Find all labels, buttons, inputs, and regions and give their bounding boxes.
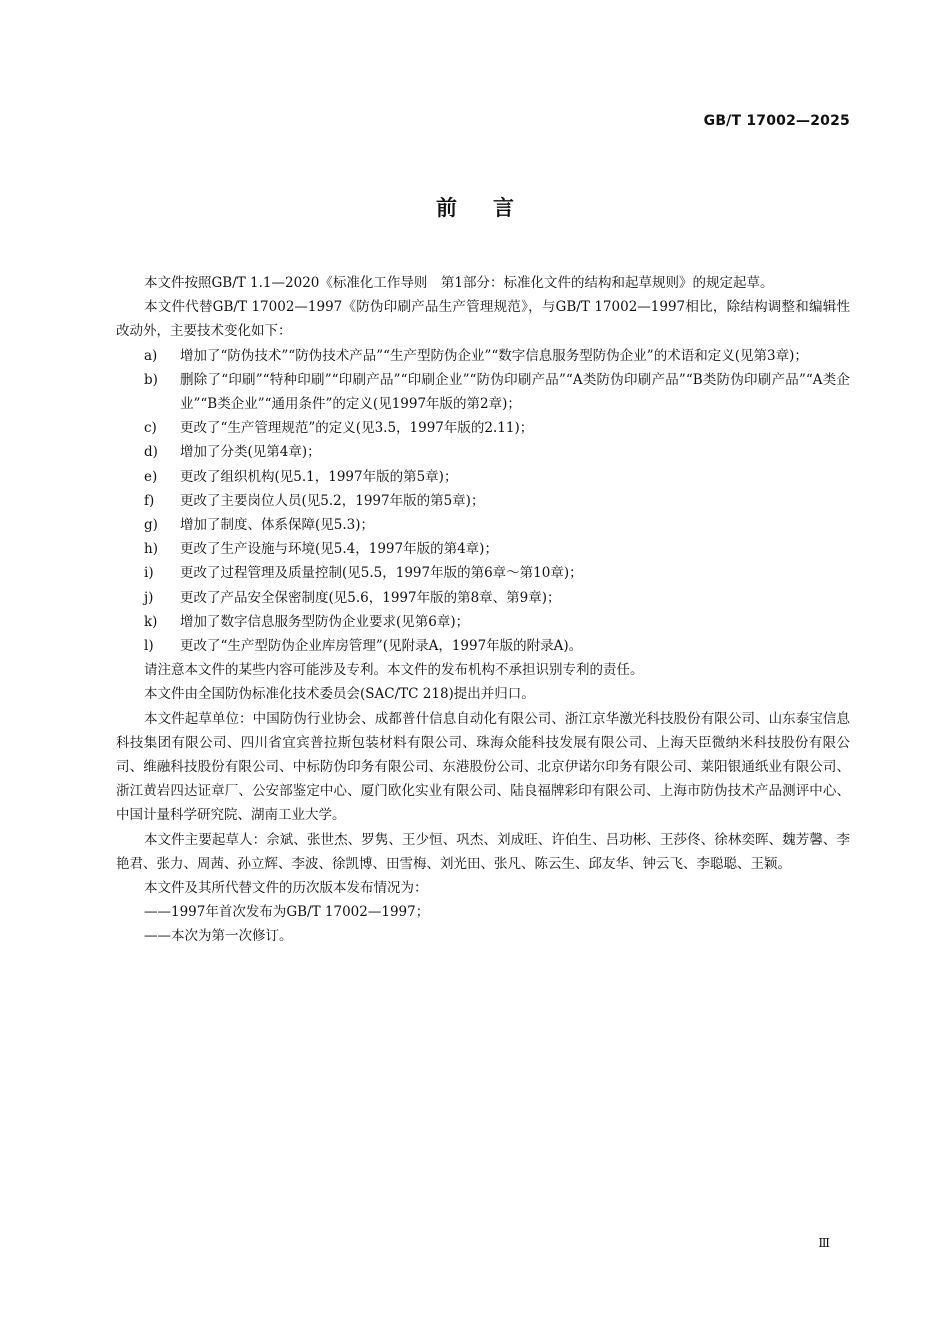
list-item xyxy=(116,344,850,368)
list-text: 增加了制度、体系保障(见5.3)； xyxy=(180,517,375,534)
history-intro: 本文件及其所代替文件的历次版本发布情况为： xyxy=(144,880,428,897)
standard-number: GB/T 17002—2025 xyxy=(703,113,850,129)
list-label: g) xyxy=(144,517,158,534)
list-label: f) xyxy=(144,492,155,509)
list-label: l) xyxy=(144,638,154,655)
document-body xyxy=(116,271,850,949)
list-text: 删除了“印刷”“特种印刷”“印刷产品”“印刷企业”“防伪印刷产品”“A类防伪印刷产品”“B类防伪印刷产品”“A类企业”“B类企业”“通用条件”的定义(见1997年版的第2章)； xyxy=(180,371,850,413)
changes-list xyxy=(116,344,850,659)
list-label: j) xyxy=(144,589,154,606)
list-item xyxy=(116,416,850,440)
list-label: h) xyxy=(144,541,158,558)
list-item xyxy=(116,561,850,585)
list-text: 更改了生产设施与环境(见5.4，1997年版的第4章)； xyxy=(180,541,498,558)
intro-paragraph-1: 本文件按照GB/T 1.1—2020《标准化工作导则 第1部分：标准化文件的结构和起草规则》的规定起草。 xyxy=(144,275,774,291)
drafting-units: 本文件起草单位：中国防伪行业协会、成都普什信息自动化有限公司、浙江京华激光科技股份有限公司、山东泰宝信息科技集团有限公司、四川省宜宾普拉斯包装材料有限公司、珠海众能科技发展有限公司、上海天臣微纳米科技股份有限公司、维融科技股份有限公司、中标防伪印务有限公司、东港股份公司、北京伊诺尔印务有限公司、莱阳银通纸业有限公司、浙江黄岩四达证章厂、公安部鉴定中心、厦门欧化实业有限公司、陆良福牌彩印有限公司、上海市防伪技术产品测评中心、中国计量科学研究院、湖南工业大学。 xyxy=(116,710,850,824)
list-label: d) xyxy=(144,444,158,461)
history-item: ——本次为第一次修订。 xyxy=(144,928,293,945)
list-label: c) xyxy=(144,420,157,437)
list-item xyxy=(116,368,850,416)
list-text: 增加了分类(见第4章)； xyxy=(180,444,321,461)
list-item xyxy=(116,489,850,513)
list-text: 更改了主要岗位人员(见5.2，1997年版的第5章)； xyxy=(180,492,485,509)
list-label: e) xyxy=(144,468,158,485)
patent-notice: 请注意本文件的某些内容可能涉及专利。本文件的发布机构不承担识别专利的责任。 xyxy=(144,662,644,679)
list-label: a) xyxy=(144,347,158,364)
list-text: 更改了“生产管理规范”的定义(见3.5，1997年版的2.11)； xyxy=(180,420,534,437)
list-text: 增加了数字信息服务型防伪企业要求(见第6章)； xyxy=(180,613,470,630)
list-text: 更改了组织机构(见5.1，1997年版的第5章)； xyxy=(180,468,458,485)
list-label: k) xyxy=(144,613,158,630)
list-label: i) xyxy=(144,565,154,582)
history-item: ——1997年首次发布为GB/T 17002—1997； xyxy=(144,904,430,921)
committee-notice: 本文件由全国防伪标准化技术委员会(SAC/TC 218)提出并归口。 xyxy=(144,686,535,703)
list-text: 更改了过程管理及质量控制(见5.5，1997年版的第6章～第10章)； xyxy=(180,565,583,582)
list-item xyxy=(116,465,850,489)
page-title: 前言 xyxy=(436,196,550,220)
list-item xyxy=(116,610,850,634)
page-number: Ⅲ xyxy=(818,1236,830,1250)
list-item xyxy=(116,440,850,464)
list-text: 更改了“生产型防伪企业库房管理”(见附录A，1997年版的附录A)。 xyxy=(180,638,583,655)
list-text: 增加了“防伪技术”“防伪技术产品”“生产型防伪企业”“数字信息服务型防伪企业”的术语和定义(见第3章)； xyxy=(180,347,808,364)
list-item xyxy=(116,586,850,610)
intro-paragraph-2: 本文件代替GB/T 17002—1997《防伪印刷产品生产管理规范》，与GB/T 17002—1997相比，除结构调整和编辑性改动外，主要技术变化如下： xyxy=(116,299,850,340)
list-label: b) xyxy=(144,371,158,388)
list-item xyxy=(116,634,850,658)
drafters: 本文件主要起草人：佘斌、张世杰、罗隽、王少恒、巩杰、刘成旺、许伯生、吕功彬、王莎佟、徐林奕晖、魏芳馨、李艳君、张力、周茜、孙立辉、李波、徐凯博、田雪梅、刘光田、张凡、陈云生、邱友华、钟云飞、李聪聪、王颖。 xyxy=(116,831,850,872)
list-item xyxy=(116,513,850,537)
list-item xyxy=(116,537,850,561)
list-text: 更改了产品安全保密制度(见5.6，1997年版的第8章、第9章)； xyxy=(180,589,561,606)
